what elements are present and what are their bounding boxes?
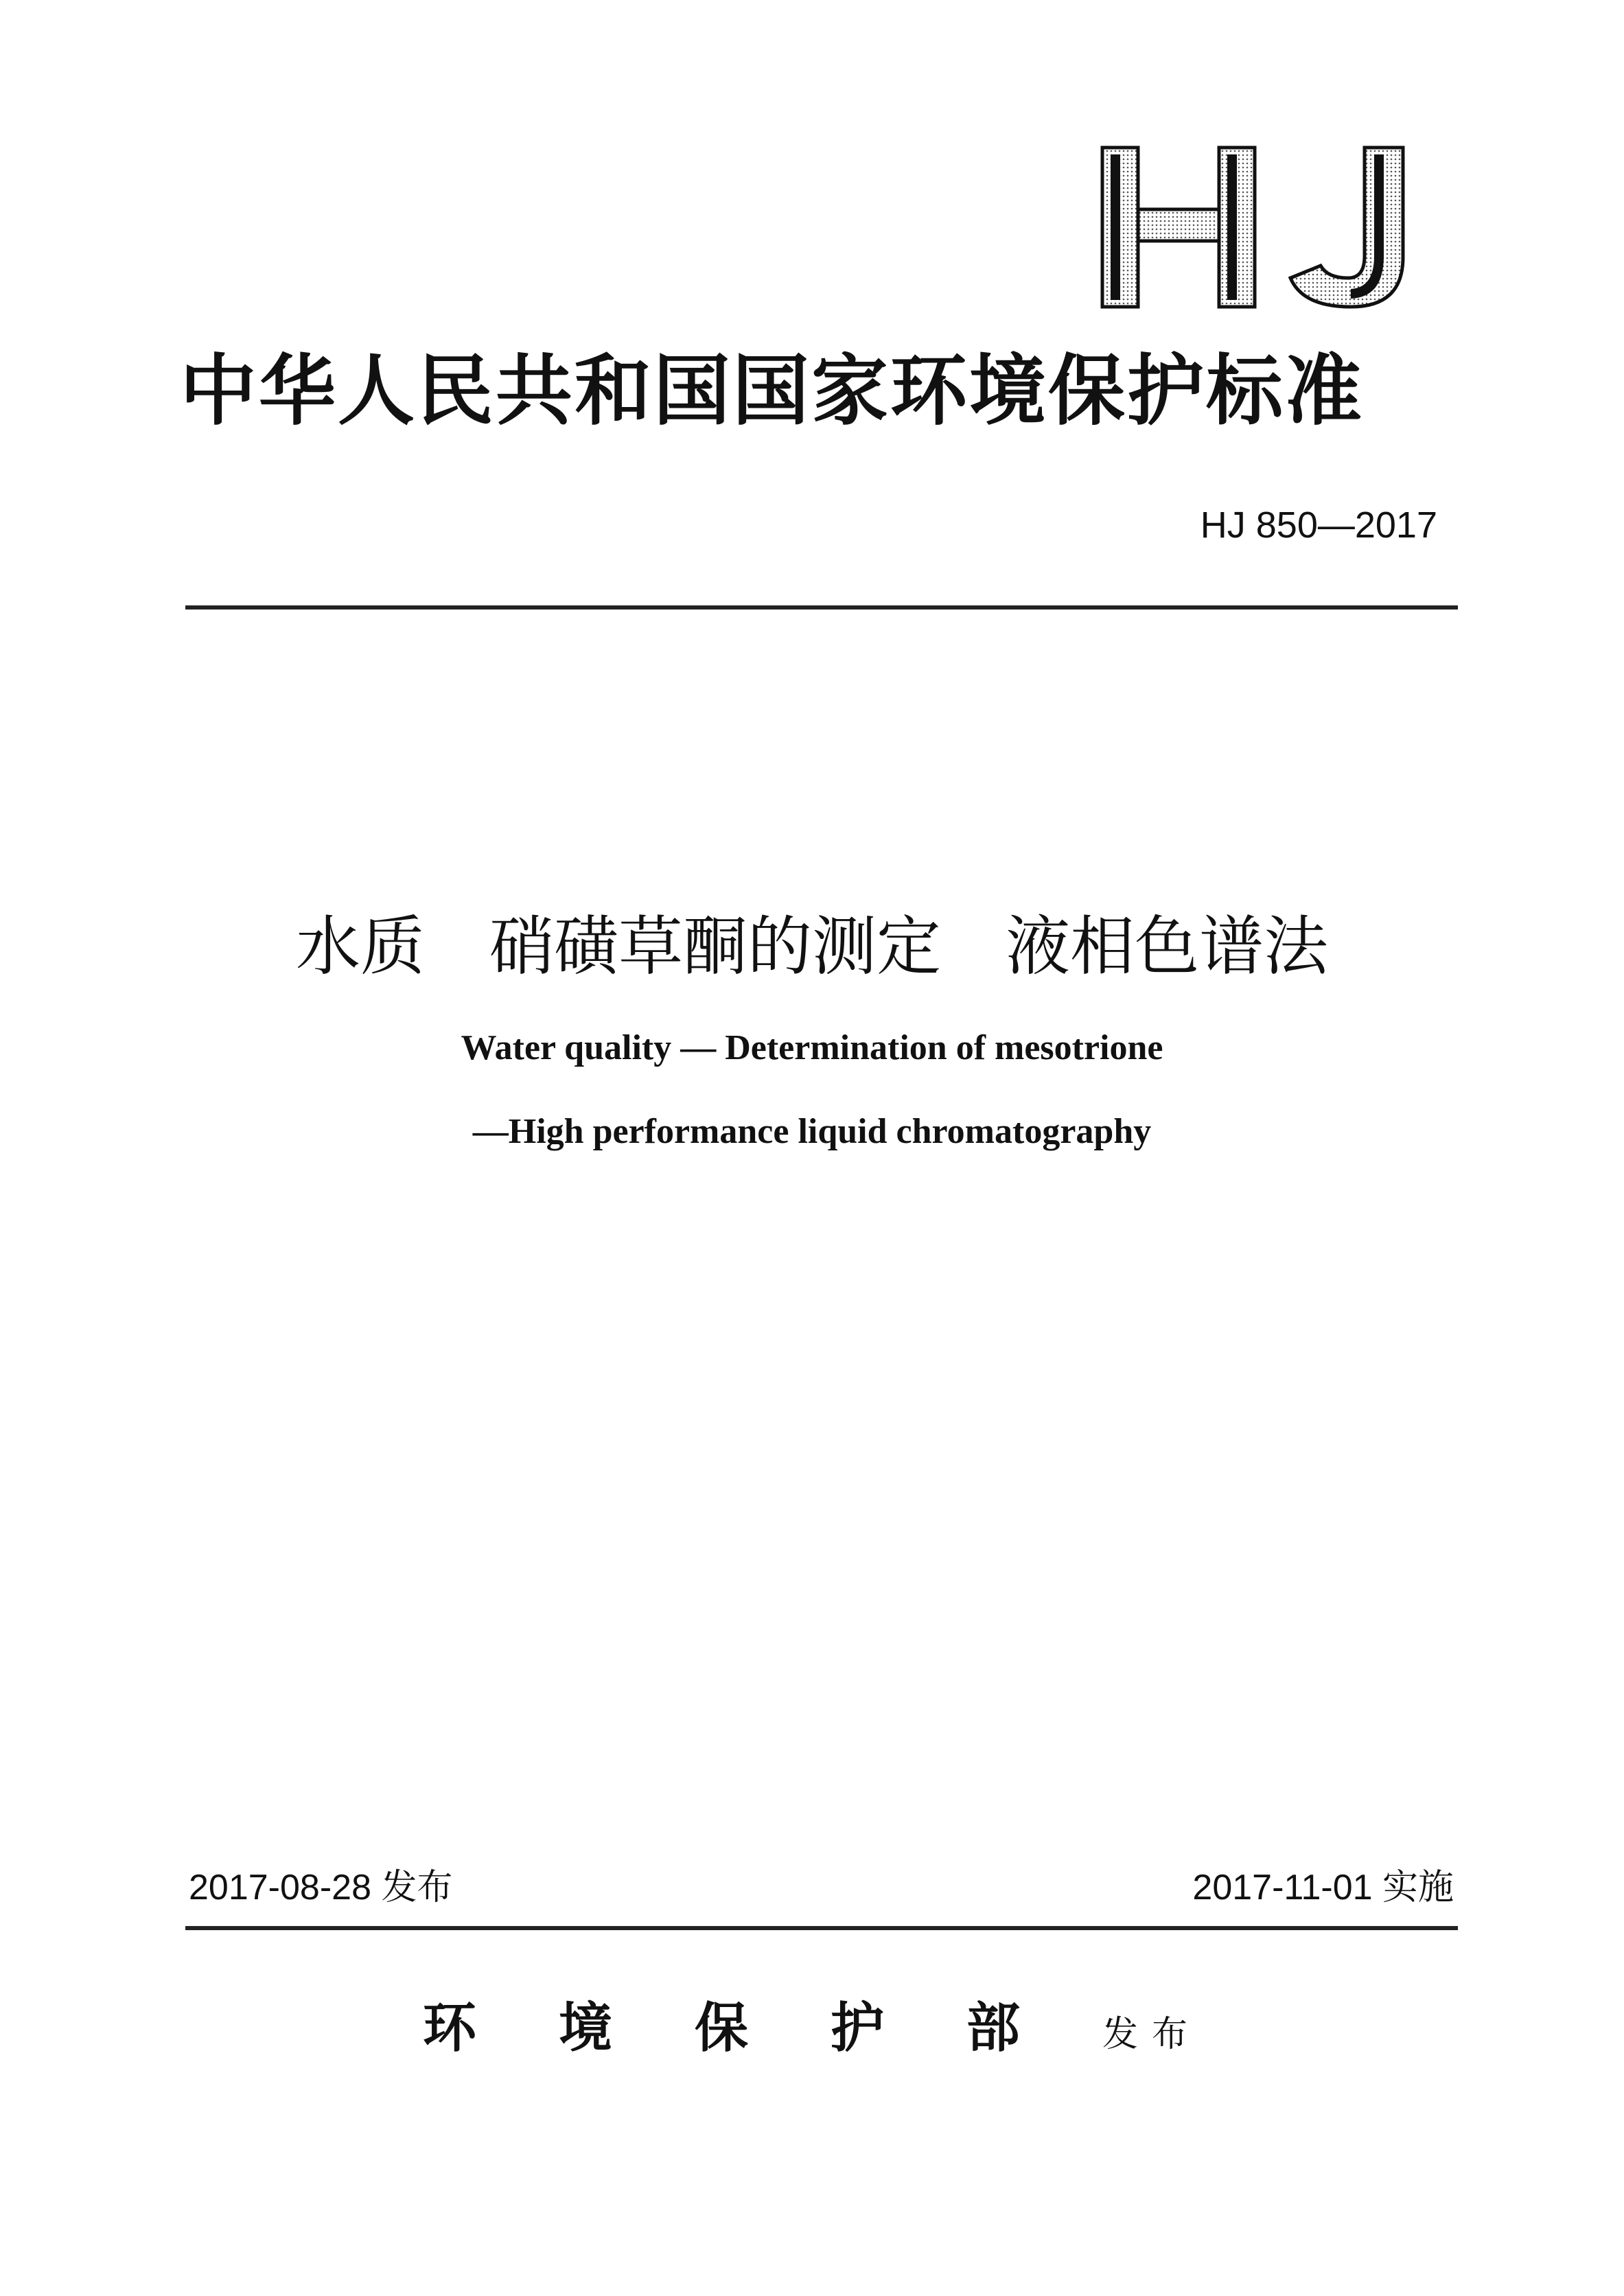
implementation-date: 2017-11-01 实施 bbox=[1192, 1868, 1454, 1907]
standard-number: HJ 850—2017 bbox=[1200, 505, 1437, 546]
document-title-en-line2: —High performance liquid chromatography bbox=[472, 1112, 1152, 1151]
issue-date: 2017-08-28 发布 bbox=[189, 1868, 453, 1907]
standard-category-title: 中华人民共和国国家环境保护标准 bbox=[180, 346, 1364, 436]
publisher-action: 发布 bbox=[1102, 2014, 1202, 2055]
hj-logo bbox=[1097, 141, 1415, 312]
document-title-cn: 水质 硝磺草酮的测定 液相色谱法 bbox=[295, 909, 1328, 984]
publisher-line bbox=[0, 1991, 1624, 2080]
document-title-en-line1: Water quality — Determination of mesotrione bbox=[461, 1028, 1163, 1067]
top-divider bbox=[185, 605, 1458, 610]
bottom-divider bbox=[185, 1926, 1458, 1930]
publisher-org: 环境保护部 bbox=[422, 1997, 1102, 2059]
